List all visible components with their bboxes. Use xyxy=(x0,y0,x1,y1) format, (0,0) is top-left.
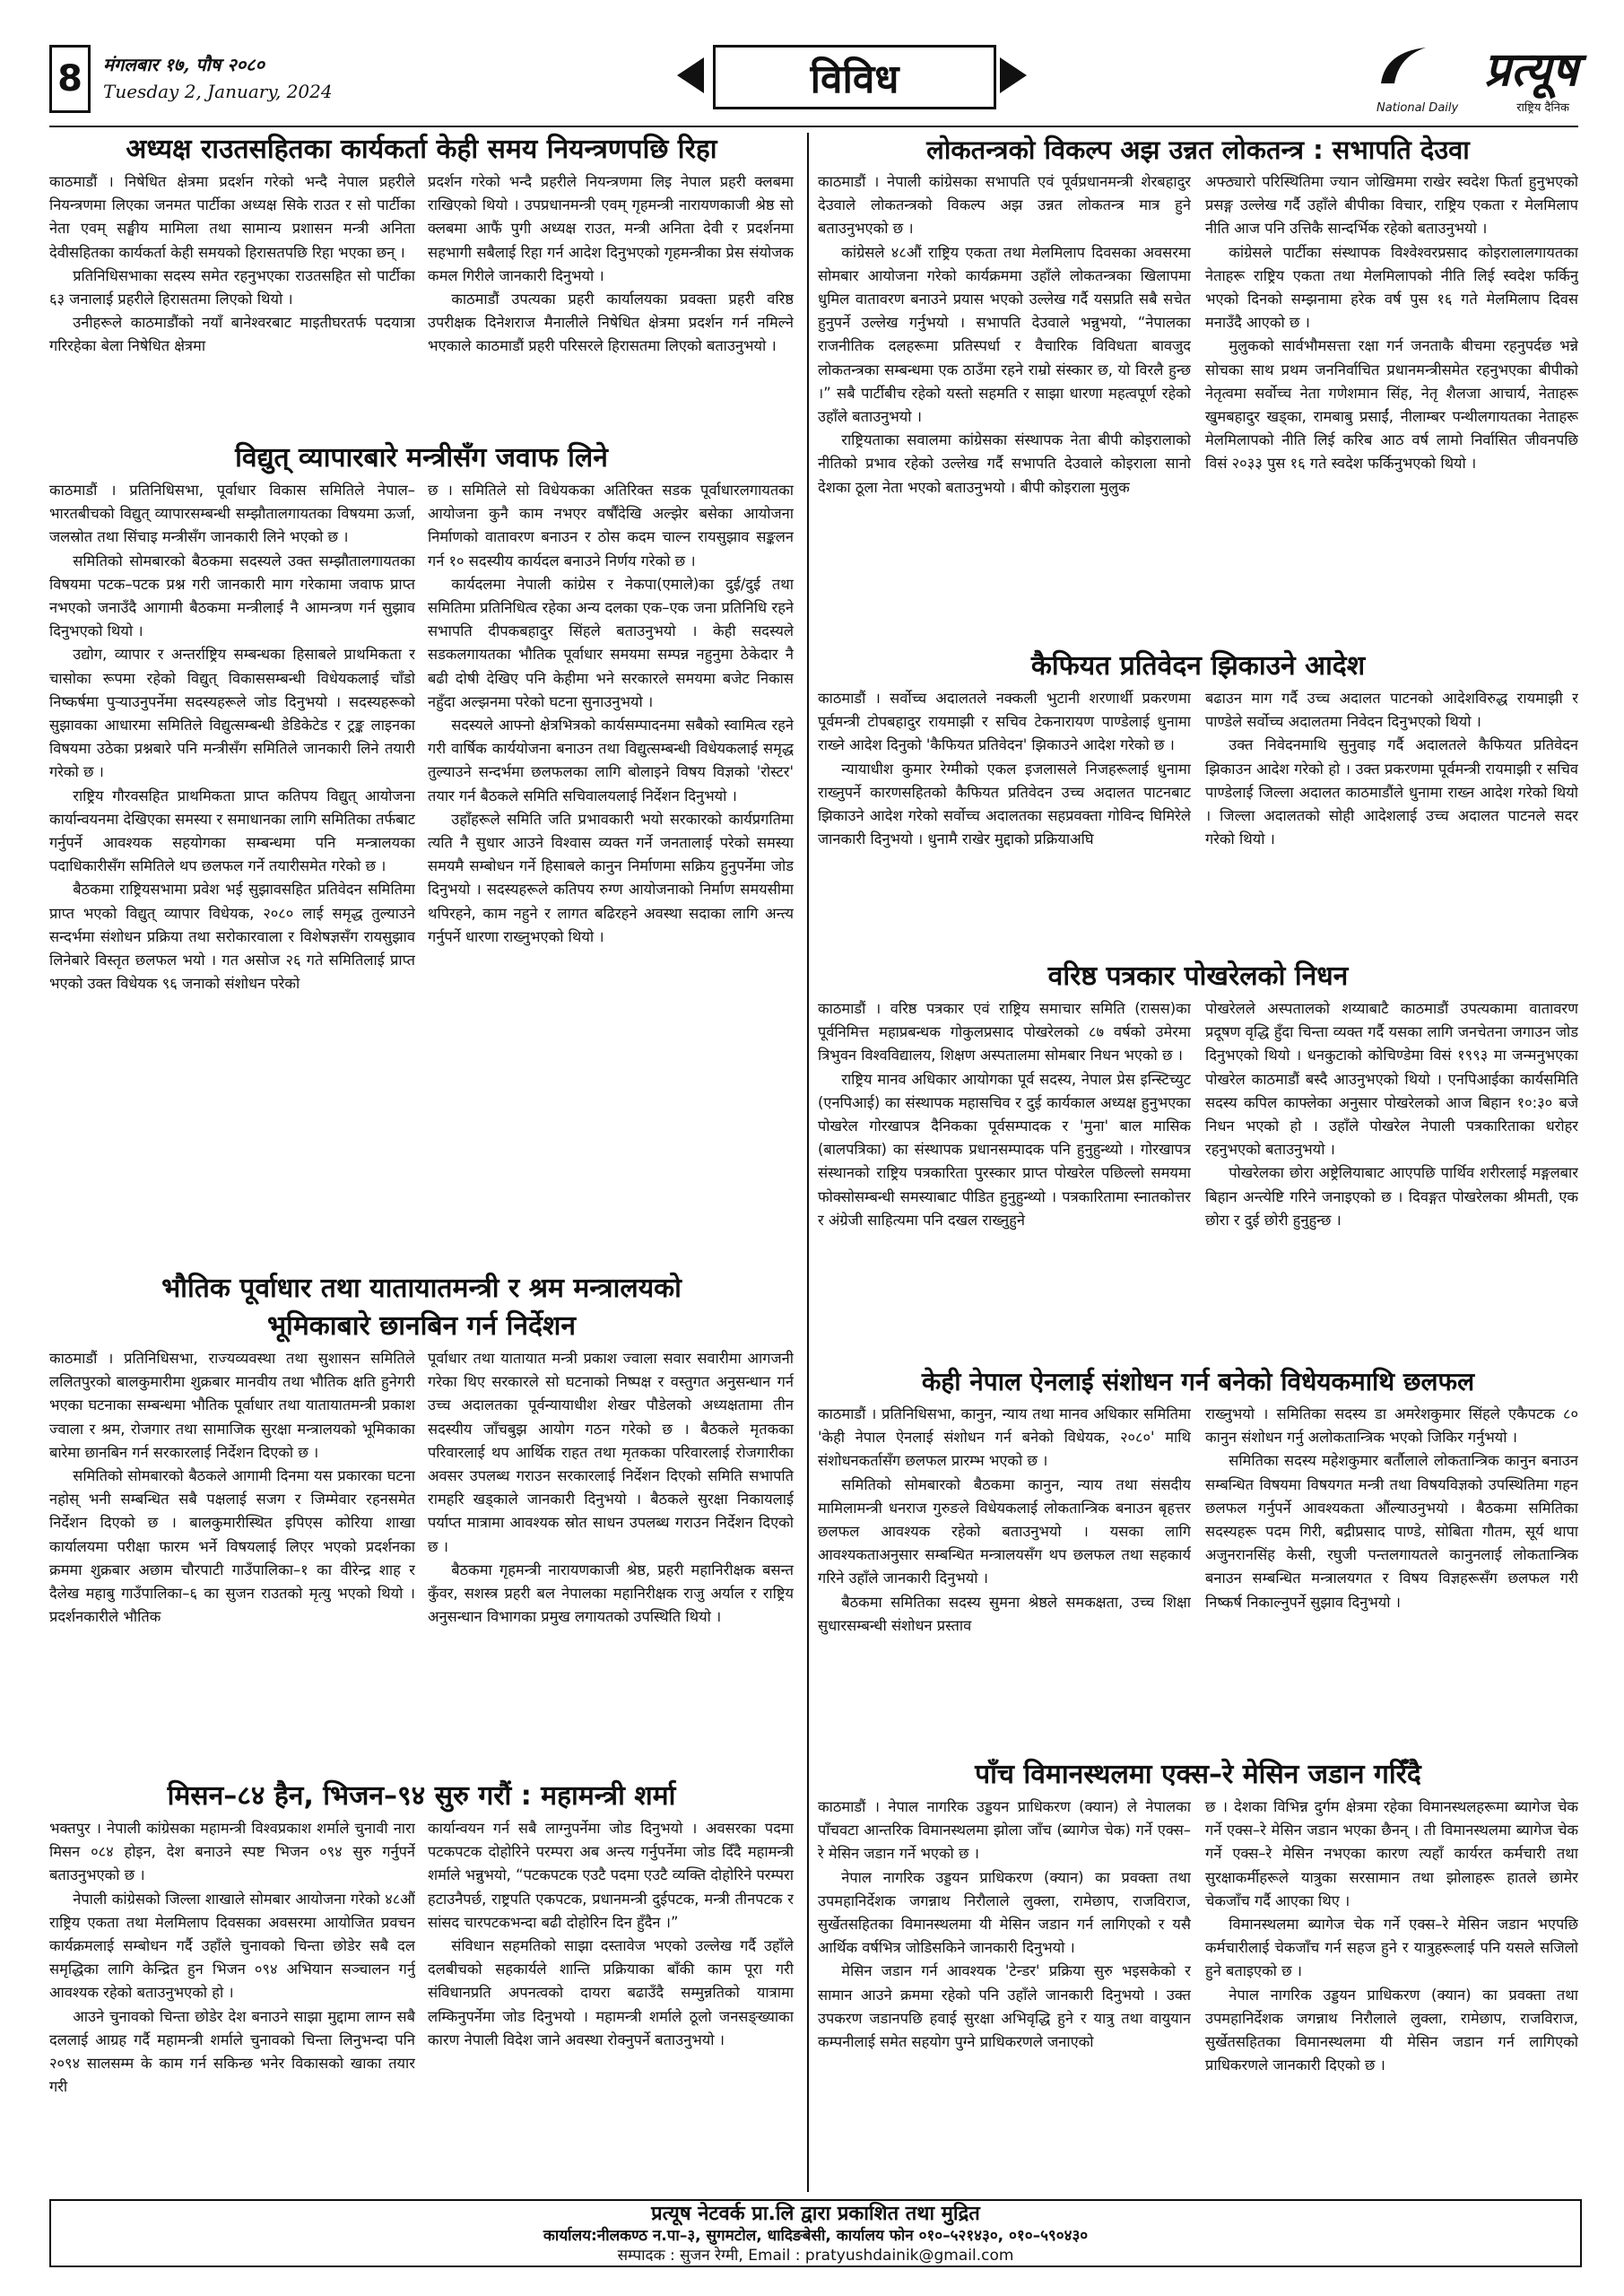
headline: विद्युत् व्यापारबारे मन्त्रीसँग जवाफ लिने xyxy=(235,442,608,474)
page-number: 8 xyxy=(49,45,91,113)
paragraph: उनीहरूले काठमाडौंको नयाँ बानेश्वरबाट माइतीघरतर्फ पदयात्रा गरिरहेका बेला निषेधित क्षेत्रमा xyxy=(49,314,415,355)
paragraph: छ । समितिले सो विधेयकका अतिरिक्त सडक पूर्वाधारलगायतका आयोजना कुनै काम नभएर वर्षौंदेखि अल्झेर बसेका आयोजना निर्माणको वातावरण बनाउन र ठोस कदम चाल्न रायसुझाव सङ्कलन गर्न १० सदस्यीय कार्यदल बनाउने निर्णय गरेको छ । xyxy=(428,482,794,570)
paragraph: आउने चुनावको चिन्ता छोडेर देश बनाउने साझा मुद्दामा लाग्न सबै दललाई आग्रह गर्दै महामन्त्री शर्माले चुनावको चिन्ता लिनुभन्दा पनि २०९४ सालसम्म के काम गर्न सकिन्छ भनेर विकासको खाका तयार गरी xyxy=(49,2007,415,2096)
article-deuba-democracy xyxy=(818,133,1578,644)
paragraph: राष्ट्रिय मानव अधिकार आयोगका पूर्व सदस्य, नेपाल प्रेस इन्स्टिच्युट (एनपिआई) का संस्थापक महासचिव र दुई कार्यकाल अध्यक्ष हुनुभएका पोखरेल गोरखापत्र दैनिकका पूर्वसम्पादक र 'मुना' बाल मासिक (बालपत्रिका) का संस्थापक प्रधानसम्पादक पनि हुनुहुन्थ्यो । गोरखापत्र संस्थानको राष्ट्रिय पत्रकारिता पुरस्कार प्राप्त पोखरेल पछिल्लो समयमा फोक्सोसम्बन्धी समस्याबाट पीडित हुनुहुन्थ्यो । पत्रकारितामा स्नातकोत्तर र अंग्रेजी साहित्यमा पनि दखल राख्नुहुने xyxy=(818,1070,1191,1229)
paragraph: मेसिन जडान गर्न आवश्यक 'टेन्डर' प्रक्रिया सुरु भइसकेको र सामान आउने क्रममा रहेको पनि उहाँले जानकारी दिनुभयो । उक्त उपकरण जडानपछि हवाई सुरक्षा अभिवृद्धि हुने र यात्रु तथा वायुयान कम्पनीलाई समेत सहयोग पुग्ने प्राधिकरणले जनाएको xyxy=(818,1962,1191,2051)
headline: केही नेपाल ऐनलाई संशोधन गर्न बनेको विधेयकमाथि छलफल xyxy=(921,1367,1475,1396)
publisher-footer xyxy=(49,2199,1582,2267)
paragraph: न्यायाधीश कुमार रेग्मीको एकल इजलासले निजहरूलाई धुनामा राख्नुपर्ने कारणसहितको कैफियत प्रतिवेदन उच्च अदालत पाटनबाट झिकाउने आदेश गरेको सर्वोच्च अदालतका सहप्रवक्ता गोविन्द घिमिरेले जानकारी दिनुभयो । धुनामै राखेर मुद्दाको प्रक्रियाअघि xyxy=(818,760,1191,848)
paragraph: राख्नुभयो । समितिका सदस्य डा अमरेशकुमार सिंहले एकैपटक ८० कानुन संशोधन गर्नु अलोकतान्त्रिक भएको जिकिर गर्नुभयो । xyxy=(1205,1405,1578,1447)
article-column xyxy=(1205,1796,1578,2192)
paragraph: राष्ट्रियताका सवालमा कांग्रेसका संस्थापक नेता बीपी कोइरालाको नीतिको प्रभाव रहेको उल्लेख गर्दै सभापति देउवाले कोइराला सानो देशका ठूला नेता भएको बताउनुभयो । बीपी कोइराला मुलुक xyxy=(818,431,1191,496)
paragraph: समितिको सोमबारको बैठकमा सदस्यले उक्त सम्झौतालगायतका विषयमा पटक–पटक प्रश्न गरी जानकारी माग गरेकामा जवाफ प्राप्त नभएको जनाउँदै आगामी बैठकमा मन्त्रीलाई नै आमन्त्रण गर्न सुझाव दिनुभएको थियो । xyxy=(49,552,415,640)
paragraph: अफ्ठ्यारो परिस्थितिमा ज्यान जोखिममा राखेर स्वदेश फिर्ता हुनुभएको प्रसङ्ग उल्लेख गर्दै उहाँले बीपीका विचार, राष्ट्रिय एकता र मेलमिलाप नीति आज पनि उत्तिकै सान्दर्भिक रहेको बताउनुभयो । xyxy=(1205,173,1578,238)
paragraph: राष्ट्रिय गौरवसहित प्राथमिकता प्राप्त कतिपय विद्युत् आयोजना कार्यान्वयनमा देखिएका समस्या र समाधानका लागि समितिका तर्फबाट गर्नुपर्ने आवश्यक सहयोगका सम्बन्धमा पनि मन्त्रालयका पदाधिकारीसँग समितिले थप छलफल गर्ने तयारीसमेत गरेको छ । xyxy=(49,787,415,875)
headline: वरिष्ठ पत्रकार पोखरेलको निधन xyxy=(1047,961,1349,992)
article-column xyxy=(1205,1403,1578,1752)
paragraph: समितिका सदस्य महेशकुमार बर्तौलाले लोकतान्त्रिक कानुन बनाउन सम्बन्धित विषयमा विषयगत मन्त्री तथा विषयविज्ञको उपस्थितिमा गहन छलफल गर्नुपर्ने आवश्यकता औंल्याउनुभयो । बैठकमा समितिका सदस्यहरू पदम गिरी, बद्रीप्रसाद पाण्डे, सोबिता गौतम, सूर्य थापा अजुनरानसिंह केसी, रघुजी पन्तलगायतले कानुनलाई लोकतान्त्रिक बनाउन सम्बन्धित मन्त्रालयगत र विषय विज्ञहरूसँग छलफल गरी निष्कर्ष निकाल्नुपर्ने सुझाव दिनुभयो । xyxy=(1205,1452,1578,1611)
article-column xyxy=(1205,170,1578,644)
article-column xyxy=(49,1817,415,2190)
headline: मिसन–८४ हैन, भिजन–९४ सुरु गरौं : महामन्त्री शर्मा xyxy=(167,1780,676,1812)
date-english: Tuesday 2, January, 2024 xyxy=(103,81,333,102)
paragraph: काठमाडौं । प्रतिनिधिसभा, पूर्वाधार विकास समितिले नेपाल–भारतबीचको विद्युत् व्यापारसम्बन्धी सम्झौतालगायतका विषयमा ऊर्जा, जलस्रोत तथा सिंचाइ मन्त्रीसँग जानकारी लिने भएको छ । xyxy=(49,482,415,546)
paragraph: छ । देशका विभिन्न दुर्गम क्षेत्रमा रहेका विमानस्थलहरूमा ब्यागेज चेक गर्ने एक्स–रे मेसिन जडान भएका छैनन् । ती विमानस्थलमा ब्यागेज चेक गर्ने एक्स–रे मेसिन नभएका कारण त्यहाँ कार्यरत कर्मचारी तथा सुरक्षाकर्मीहरूले यात्रुका सरसामान तथा झोलाहरू हातले छामेर चेकजाँच गर्दै आएका थिए । xyxy=(1205,1798,1578,1909)
paragraph: बढाउन माग गर्दै उच्च अदालत पाटनको आदेशविरुद्ध रायमाझी र पाण्डेले सर्वोच्च अदालतमा निवेदन दिनुभएको थियो । xyxy=(1205,690,1578,731)
article-xray-airports xyxy=(818,1758,1578,2192)
headline: लोकतन्त्रको विकल्प अझ उन्नत लोकतन्त्र : सभापति देउवा xyxy=(926,135,1470,165)
article-explanation-report xyxy=(818,649,1578,954)
paragraph: बैठकमा गृहमन्त्री नारायणकाजी श्रेष्ठ, प्रहरी महानिरीक्षक बसन्त कुँवर, सशस्त्र प्रहरी बल नेपालका महानिरीक्षक राजु अर्याल र राष्ट्रिय अनुसन्धान विभागका प्रमुख लगायतको उपस्थिति थियो । xyxy=(428,1561,794,1626)
column-divider xyxy=(807,133,809,2192)
logo-tagline-en: National Daily xyxy=(1376,101,1459,115)
paragraph: कांग्रेसले ४८औं राष्ट्रिय एकता तथा मेलमिलाप दिवसका अवसरमा सोमबार आयोजना गरेको कार्यक्रममा उहाँले लोकतन्त्रका खिलापमा धुमिल वातावरण बनाउने प्रयास भएको उल्लेख गर्दै यसप्रति सबै सचेत हुनुपर्ने उल्लेख गर्नुभयो । सभापति देउवाले भन्नुभयो, “नेपालका राजनीतिक दलहरूमा प्रतिस्पर्धा र वैचारिक विविधता बावजुद लोकतन्त्रका सम्बन्धमा एक ठाउँमा रहने राम्रो संस्कार छ, यो विरलै हुन्छ ।” सबै पार्टीबीच रहेको यस्तो सहमति र साझा धारणा महत्वपूर्ण रहेको उहाँले बताउनुभयो । xyxy=(818,243,1191,426)
headline: पाँच विमानस्थलमा एक्स–रे मेसिन जडान गरिँदै xyxy=(975,1759,1421,1790)
paragraph: नेपाल नागरिक उड्डयन प्राधिकरण (क्यान) का प्रवक्ता तथा उपमहानिर्देशक जगन्नाथ निरौलाले लुक्ला, रामेछाप, राजविराज, सुर्खेतसहितका विमानस्थलमा यी मेसिन जडान गर्न लागिएको र यसै आर्थिक वर्षभित्र जोडिसकिने जानकारी दिनुभयो । xyxy=(818,1868,1191,1957)
logo-text: प्रत्यूष xyxy=(1484,43,1578,97)
paragraph: उक्त निवेदनमाथि सुनुवाइ गर्दै अदालतले कैफियत प्रतिवेदन झिकाउन आदेश गरेको हो । उक्त प्रकरणमा पूर्वमन्त्री रायमाझी र सचिव पाण्डेलाई जिल्ला अदालत काठमाडौंले धुनामा राख्न आदेश गरेको थियो । जिल्ला अदालतको सोही आदेशलाई उच्च अदालत पाटनले सदर गरेको थियो । xyxy=(1205,736,1578,848)
paragraph: काठमाडौं । प्रतिनिधिसभा, राज्यव्यवस्था तथा सुशासन समितिले ललितपुरको बालकुमारीमा शुक्रबार मानवीय तथा भौतिक क्षति हुनेगरी भएका घटनाका सम्बन्धमा भौतिक पूर्वाधार तथा यातायातमन्त्री प्रकाश ज्वाला र श्रम, रोजगार तथा सामाजिक सुरक्षा मन्त्रालयको भूमिकाका बारेमा छानबिन गर्न सरकारलाई निर्देशन दिएको छ । xyxy=(49,1350,415,1461)
paragraph: काठमाडौं । निषेधित क्षेत्रमा प्रदर्शन गरेको भन्दै नेपाल प्रहरीले नियन्त्रणमा लिएका जनमत पार्टीका अध्यक्ष सिके राउत र सो पार्टीका नेता एवम् सङ्घीय मामिला तथा सामान्य प्रशासन मन्त्री अनिता देवीसहितका कार्यकर्ता केही समयको हिरासतपछि रिहा भएका छन् । xyxy=(49,173,415,261)
paragraph: पोखरेलले अस्पतालको शय्याबाटै काठमाडौं उपत्यकामा वातावरण प्रदूषण वृद्धि हुँदा चिन्ता व्यक्त गर्दै यसका लागि जनचेतना जगाउन जोड दिनुभएको थियो । धनकुटाको कोचिण्डेमा विसं १९९३ मा जन्मनुभएका पोखरेल काठमाडौं बस्दै आउनुभएको थियो । एनपिआईका कार्यसमिति सदस्य कपिल काफ्लेका अनुसार पोखरेलको आज बिहान १०:३० बजे निधन भएको हो । उहाँले पोखरेल नेपाली पत्रकारिताका धरोहर रहनुभएको बताउनुभयो । xyxy=(1205,1000,1578,1159)
article-raut-release xyxy=(49,133,794,436)
paragraph: समितिको सोमबारको बैठकमा कानुन, न्याय तथा संसदीय मामिलामन्त्री धनराज गुरुङले विधेयकलाई लोकतान्त्रिक बनाउन बृहत्तर छलफल आवश्यक रहेको बताउनुभयो । यसका लागि आवश्यकताअनुसार सम्बन्धित मन्त्रालयसँग थप छलफल तथा सहकार्य गरिने उहाँले जानकारी दिनुभयो । xyxy=(818,1475,1191,1587)
paragraph: मुलुकको सार्वभौमसत्ता रक्षा गर्न जनताकै बीचमा रहनुपर्दछ भन्ने सोचका साथ प्रथम जननिर्वाचित प्रधानमन्त्रीसमेत रहनुभएका बीपीको नेतृत्वमा सर्वोच्च नेता गणेशमान सिंह, नेतृ शैलजा आचार्य, नेताहरू खुमबहादुर खड्का, रामबाबु प्रसाईं, नीलाम्बर पन्थीलगायतका नेताहरू मेलमिलापको नीति लिई करिब आठ वर्ष लामो निर्वासित जीवनपछि विसं २०३३ पुस १६ गते स्वदेश फर्किनुभएको थियो । xyxy=(1205,337,1578,473)
paragraph: काठमाडौं । वरिष्ठ पत्रकार एवं राष्ट्रिय समाचार समिति (रासस)का पूर्वनिमित्त महाप्रबन्धक गोकुलप्रसाद पोखरेलको ८७ वर्षको उमेरमा त्रिभुवन विश्वविद्यालय, शिक्षण अस्पतालमा सोमबार निधन भएको छ । xyxy=(818,1000,1191,1065)
article-column xyxy=(818,170,1191,644)
paragraph: बैठकमा राष्ट्रियसभामा प्रवेश भई सुझावसहित प्रतिवेदन समितिमा प्राप्त भएको विद्युत् व्यापार विधेयक, २०८० लाई समृद्ध तुल्याउने सन्दर्भमा संशोधन प्रक्रिया तथा सरोकारवाला र विशेषज्ञसँग रायसुझाव लिनेबारे विस्तृत छलफल भयो । गत असोज २६ गते समितिलाई प्राप्त भएको उक्त विधेयक ९६ जनाको संशोधन परेको xyxy=(49,881,415,993)
article-column xyxy=(818,1796,1191,2192)
paragraph: काठमाडौं । नेपाल नागरिक उड्डयन प्राधिकरण (क्यान) ले नेपालका पाँचवटा आन्तरिक विमानस्थलमा झोला जाँच (ब्यागेज चेक) गर्ने एक्स–रे मेसिन जडान गर्ने भएको छ । xyxy=(818,1798,1191,1863)
article-column xyxy=(49,1347,415,1772)
article-electricity-trade xyxy=(49,441,794,1266)
paragraph: पोखरेलका छोरा अष्ट्रेलियाबाट आएपछि पार्थिव शरीरलाई मङ्गलबार बिहान अन्त्येष्टि गरिने जनाइएको छ । दिवङ्गत पोखरेलका श्रीमती, एक छोरा र दुई छोरी हुनुहुन्छ । xyxy=(1205,1164,1578,1229)
paragraph: सदस्यले आफ्नो क्षेत्रभित्रको कार्यसम्पादनमा सबैको स्वामित्व रहने गरी वार्षिक कार्ययोजना बनाउन तथा विद्युत्सम्बन्धी विधेयकलाई समृद्ध तुल्याउने सन्दर्भमा छलफलका लागि बोलाइने विषय विज्ञको 'रोस्टर' तयार गर्न बैठकले समिति सचिवालयलाई निर्देशन दिनुभयो । xyxy=(428,717,794,804)
office-address: कार्यालय:नीलकण्ठ न.पा–३, सुगमटोल, धादिङबेसी, कार्यालय फोन ०१०–५२१४३०, ०१०–५९०४३० xyxy=(543,2227,1089,2245)
paragraph: काठमाडौं । नेपाली कांग्रेसका सभापति एवं पूर्वप्रधानमन्त्री शेरबहादुर देउवाले लोकतन्त्रको विकल्प अझ उन्नत लोकतन्त्र मात्र हुने बताउनुभएको छ । xyxy=(818,173,1191,238)
headline: अध्यक्ष राउतसहितका कार्यकर्ता केही समय नियन्त्रणपछि रिहा xyxy=(126,134,717,165)
section-title: विविध xyxy=(713,45,996,109)
article-column xyxy=(818,1403,1191,1752)
paragraph: संविधान सहमतिको साझा दस्तावेज भएको उल्लेख गर्दै उहाँले दलबीचको सहकार्यले शान्ति प्रक्रियाका बाँकी काम पूरा गरी संविधानप्रति अपनत्वको दायरा बढाउँदै सम्मुन्नतिको यात्रामा लम्किनुपर्नेमा जोड दिनुभयो । महामन्त्री शर्माले ठूलो जनसङ्ख्याका कारण नेपाली विदेश जाने अवस्था रोक्नुपर्ने बताउनुभयो । xyxy=(428,1937,794,2048)
paragraph: नेपाली कांग्रेसको जिल्ला शाखाले सोमबार आयोजना गरेको ४८औं राष्ट्रिय एकता तथा मेलमिलाप दिवसका अवसरमा आयोजित प्रवचन कार्यक्रमलाई सम्बोधन गर्दै उहाँले चुनावको चिन्ता छोडेर सबै दल समृद्धिका लागि केन्द्रित हुन भिजन ०९४ अभियान सञ्चालन गर्नु आवश्यक रहेको बताउनुभएको हो । xyxy=(49,1890,415,2002)
logo-tagline-np: राष्ट्रिय दैनिक xyxy=(1516,101,1569,115)
article-column xyxy=(818,997,1191,1360)
article-column xyxy=(1205,997,1578,1360)
publisher-line: प्रत्यूष नेटवर्क प्रा.लि द्वारा प्रकाशित तथा मुद्रित xyxy=(651,2203,980,2225)
date-nepali: मंगलबार १७, पौष २०८० xyxy=(103,54,265,75)
article-column xyxy=(1205,687,1578,954)
paragraph: भक्तपुर । नेपाली कांग्रेसका महामन्त्री विश्वप्रकाश शर्माले चुनावी नारा मिसन ०८४ होइन, देश बनाउने स्पष्ट भिजन ०९४ सुरु गर्नुपर्ने बताउनुभएको छ । xyxy=(49,1820,415,1884)
paragraph: काठमाडौं । सर्वोच्च अदालतले नक्कली भुटानी शरणार्थी प्रकरणमा पूर्वमन्त्री टोपबहादुर रायमाझी र सचिव टेकनारायण पाण्डेलाई धुनामा राख्ने आदेश दिनुको 'कैफियत प्रतिवेदन' झिकाउने आदेश गरेको छ । xyxy=(818,690,1191,754)
article-column xyxy=(428,170,794,436)
article-column xyxy=(428,1347,794,1772)
article-infrastructure-probe xyxy=(49,1272,794,1774)
article-pokharel-obituary xyxy=(818,960,1578,1360)
paragraph: नेपाल नागरिक उड्डयन प्राधिकरण (क्यान) का प्रवक्ता तथा उपमहानिर्देशक जगन्नाथ निरौलाले लुक्ला, रामेछाप, राजविराज, सुर्खेतसहितका विमानस्थलमा यी मेसिन जडान गर्न लागिएको प्राधिकरणले जानकारी दिएको छ । xyxy=(1205,1986,1578,2074)
masthead-logo xyxy=(1376,36,1578,115)
paragraph: समितिको सोमबारको बैठकले आगामी दिनमा यस प्रकारका घटना नहोस् भनी सम्बन्धित सबै पक्षलाई सजग र जिम्मेवार रहनसमेत निर्देशन दिएको छ । बालकुमारीस्थित इपिएस कोरिया शाखा कार्यालयमा परीक्षा फारम भर्ने विषयलाई लिएर भएको प्रदर्शनका क्रममा शुक्रबार अछाम चौरपाटी गाउँपालिका–१ का वीरेन्द्र शाह र दैलेख महाबु गाउँपालिका–६ का सुजन राउतको मृत्यु भएको थियो । प्रदर्शनकारीले भौतिक xyxy=(49,1467,415,1626)
logo-swoosh-icon xyxy=(1376,43,1430,88)
paragraph: काठमाडौं उपत्यका प्रहरी कार्यालयका प्रवक्ता प्रहरी वरिष्ठ उपरीक्षक दिनेशराज मैनालीले निषेधित क्षेत्रमा प्रदर्शन गर्न नमिल्ने भएकाले काठमाडौं प्रहरी परिसरले हिरासतमा लिएको बताउनुभयो । xyxy=(428,291,794,355)
headline: भौतिक पूर्वाधार तथा यातायातमन्त्री र श्रम मन्त्रालयको xyxy=(161,1273,682,1304)
section-banner xyxy=(677,45,1027,108)
paragraph: विमानस्थलमा ब्यागेज चेक गर्ने एक्स–रे मेसिन जडान भएपछि कर्मचारीलाई चेकजाँच गर्न सहज हुने र यात्रुहरूलाई पनि यसले सजिलो हुने बताइएको छ । xyxy=(1205,1916,1578,1980)
paragraph: कार्यदलमा नेपाली कांग्रेस र नेकपा(एमाले)का दुई/दुई तथा समितिमा प्रतिनिधित्व रहेका अन्य दलका एक–एक जना प्रतिनिधि रहने सभापति दीपकबहादुर सिंहले बताउनुभयो । केही सदस्यले सडकलगायतका भौतिक पूर्वाधार समयमा सम्पन्न नहुनुमा ठेकेदार नै बढी दोषी देखिए पनि केहीमा भने सरकारले समयमा बजेट निकास नहुँदा अल्झनमा परेको घटना सुनाउनुभयो । xyxy=(428,575,794,710)
page-header xyxy=(49,36,1578,126)
article-column xyxy=(49,170,415,436)
article-column xyxy=(428,1817,794,2190)
paragraph: प्रतिनिधिसभाका सदस्य समेत रहनुभएका राउतसहित सो पार्टीका ६३ जनालाई प्रहरीले हिरासतमा लिएको थियो । xyxy=(49,266,415,309)
headline-line-2: भूमिकाबारे छानबिन गर्न निर्देशन xyxy=(266,1310,577,1342)
arrow-right-icon xyxy=(1000,57,1027,93)
editor-contact: सम्पादक : सुजन रेग्मी, Email : pratyushdainik@gmail.com xyxy=(617,2247,1014,2265)
article-mission-vision xyxy=(49,1779,794,2192)
paragraph: कार्यान्वयन गर्न सबै लाग्नुपर्नेमा जोड दिनुभयो । अवसरका पदमा पटकपटक दोहोरिने परम्परा अब अन्त्य गर्नुपर्नेमा जोड दिँदै महामन्त्री शर्माले भन्नुभयो, “पटकपटक एउटै पदमा एउटै व्यक्ति दोहोरिने परम्परा हटाउनैपर्छ, राष्ट्रपति एकपटक, प्रधानमन्त्री दुईपटक, मन्त्री तीनपटक र सांसद चारपटकभन्दा बढी दोहोरिन दिन हुँदैन ।” xyxy=(428,1820,794,1931)
header-rule xyxy=(49,126,1578,127)
headline: कैफियत प्रतिवेदन झिकाउने आदेश xyxy=(1030,650,1366,682)
paragraph: पूर्वाधार तथा यातायात मन्त्री प्रकाश ज्वाला सवार सवारीमा आगजनी गरेका थिए सरकारले सो घटनाको निष्पक्ष र वस्तुगत अनुसन्धान गर्न उच्च अदालतका पूर्वन्यायाधीश शेखर पौडेलको अध्यक्षतामा तीन सदस्यीय जाँचबुझ आयोग गठन गरेको छ । बैठकले मृतकका परिवारलाई थप आर्थिक राहत तथा मृतकका परिवारलाई रोजगारीका अवसर उपलब्ध गराउन सरकारलाई निर्देशन दिएको समिति सभापति रामहरि खड्काले जानकारी दिनुभयो । बैठकले सुरक्षा निकायलाई पर्याप्त मात्रामा आवश्यक स्रोत साधन उपलब्ध गराउन निर्देशन दिएको छ । xyxy=(428,1350,794,1555)
paragraph: कांग्रेसले पार्टीका संस्थापक विश्वेश्वरप्रसाद कोइरालालगायतका नेताहरू राष्ट्रिय एकता तथा मेलमिलापको नीति लिई स्वदेश फर्किनु भएको दिनको सम्झनामा हरेक वर्ष पुस १६ गते मेलमिलाप दिवस मनाउँदै आएको छ । xyxy=(1205,243,1578,332)
paragraph: काठमाडौं । प्रतिनिधिसभा, कानुन, न्याय तथा मानव अधिकार समितिमा 'केही नेपाल ऐनलाई संशोधन गर्न बनेको विधेयक, २०८०' माथि संशोधनकर्तासँग छलफल प्रारम्भ भएको छ । xyxy=(818,1405,1191,1470)
paragraph: प्रदर्शन गरेको भन्दै प्रहरीले नियन्त्रणमा लिइ नेपाल प्रहरी क्लबमा राखिएको थियो । उपप्रधानमन्त्री एवम् गृहमन्त्री नारायणकाजी श्रेष्ठ सो क्लबमा आफैं पुगी अध्यक्ष राउत, मन्त्री अनिता देवी र प्रदर्शनमा सहभागी सबैलाई रिहा गर्न आदेश दिनुभएको गृहमन्त्रीका प्रेस संयोजक कमल गिरीले जानकारी दिनुभयो । xyxy=(428,173,794,284)
article-column xyxy=(428,479,794,1265)
article-column xyxy=(818,687,1191,954)
article-column xyxy=(49,479,415,1265)
arrow-left-icon xyxy=(677,57,704,93)
paragraph: बैठकमा समितिका सदस्य सुमना श्रेष्ठले समकक्षता, उच्च शिक्षा सुधारसम्बन्धी संशोधन प्रस्ताव xyxy=(818,1593,1191,1634)
paragraph: उहाँहरूले समिति जति प्रभावकारी भयो सरकारको कार्यप्रगतिमा त्यति नै सुधार आउने विश्वास व्यक्त गर्ने जनतालाई परेको समस्या समयमै सम्बोधन गर्ने हिसाबले कानुन निर्माणमा सक्रिय हुनुपर्नेमा जोड दिनुभयो । सदस्यहरूले कतिपय रुग्ण आयोजनाको निर्माण समयसीमा थपिरहने, काम नहुने र लागत बढिरहने अवस्था सदाका लागि अन्त्य गर्नुपर्ने धारणा राख्नुभएको थियो । xyxy=(428,810,794,945)
article-law-amendment-bill xyxy=(818,1365,1578,1752)
paragraph: उद्योग, व्यापार र अन्तर्राष्ट्रिय सम्बन्धका हिसाबले प्राथमिकता र चासोका रूपमा रहेको विद्युत् विकाससम्बन्धी विधेयकलाई चाँडो निष्कर्षमा पुर्‍याउनुपर्नेमा सदस्यहरूले जोड दिनुभयो । सदस्यहरूको सुझावका आधारमा समितिले विद्युत्सम्बन्धी डेडिकेटेड र ट्रङ्क लाइनका विषयमा उठेका प्रश्नबारे पनि मन्त्रीसँग समितिले जानकारी लिने तयारी गरेको छ । xyxy=(49,646,415,781)
